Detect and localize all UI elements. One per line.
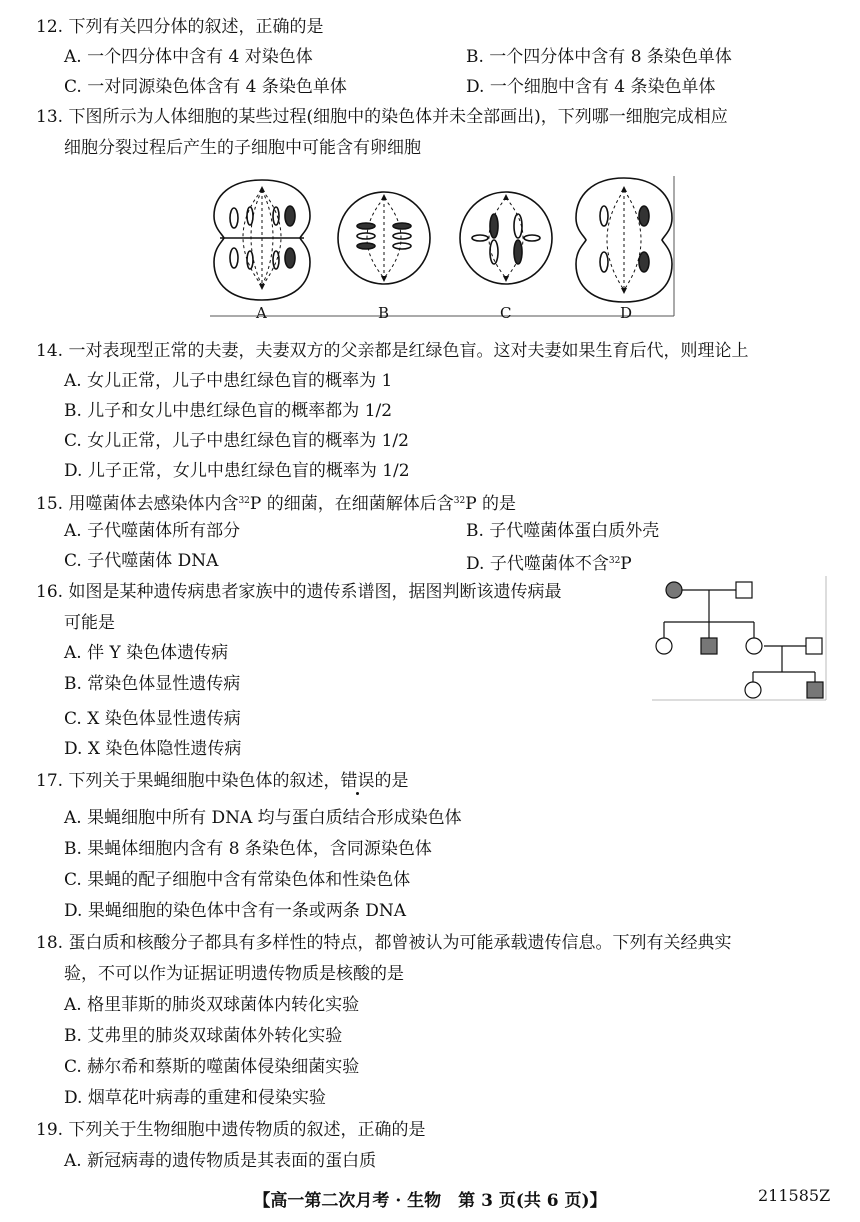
q16-stem-line2: 可能是 xyxy=(64,613,115,633)
cell-a-diagram xyxy=(214,180,310,300)
figure-label-c: C xyxy=(500,304,512,322)
figure-label-a: A xyxy=(256,304,267,322)
q16-option-d: D. X 染色体隐性遗传病 xyxy=(64,739,242,759)
q15-stem-mid: P 的细菌，在细菌解体后含 xyxy=(249,494,454,514)
q12-option-d: D. 一个细胞中含有 4 条染色单体 xyxy=(466,77,716,97)
pedigree-male-normal xyxy=(806,638,822,654)
q17-option-d: D. 果蝇细胞的染色体中含有一条或两条 DNA xyxy=(64,901,407,921)
q15-stem-pre: 15. 用噬菌体去感染体内含 xyxy=(36,494,239,514)
pedigree-male-affected xyxy=(701,638,717,654)
q14-option-c: C. 女儿正常，儿子中患红绿色盲的概率为 1/2 xyxy=(64,431,409,451)
q19-stem: 19. 下列关于生物细胞中遗传物质的叙述，正确的是 xyxy=(36,1120,426,1140)
q18-option-a: A. 格里菲斯的肺炎双球菌体内转化实验 xyxy=(64,995,360,1015)
q16-option-a: A. 伴 Y 染色体遗传病 xyxy=(64,643,229,663)
q15-option-b: B. 子代噬菌体蛋白质外壳 xyxy=(466,521,660,541)
pedigree-male-affected xyxy=(807,682,823,698)
pedigree-female-normal xyxy=(745,682,761,698)
cell-d-diagram xyxy=(576,178,672,302)
q15-option-a: A. 子代噬菌体所有部分 xyxy=(64,521,241,541)
q16-option-c: C. X 染色体显性遗传病 xyxy=(64,709,241,729)
q17-stem-pre: 17. 下列关于果蝇细胞中染色体的叙述， xyxy=(36,771,341,791)
q12-option-b: B. 一个四分体中含有 8 条染色单体 xyxy=(466,47,732,67)
q15-sup-2: 32 xyxy=(453,496,466,506)
pedigree-chart xyxy=(652,576,828,704)
q17-stem-post: 的是 xyxy=(374,771,409,791)
q15-sup-1: 32 xyxy=(238,496,250,506)
q17-emphasis: 错误 xyxy=(340,771,375,791)
q12-option-c: C. 一对同源染色体含有 4 条染色单体 xyxy=(64,77,347,97)
q15-option-d xyxy=(466,550,632,575)
q14-option-a: A. 女儿正常，儿子中患红绿色盲的概率为 1 xyxy=(64,371,393,391)
q18-stem-line1: 18. 蛋白质和核酸分子都具有多样性的特点，都曾被认为可能承载遗传信息。下列有关经典实 xyxy=(36,933,732,953)
q13-stem-line2: 细胞分裂过程后产生的子细胞中可能含有卵细胞 xyxy=(64,138,421,158)
q16-option-b: B. 常染色体显性遗传病 xyxy=(64,674,241,694)
q15-stem xyxy=(36,490,516,515)
figure-label-b: B xyxy=(378,304,390,322)
page-footer-code: 211585Z xyxy=(758,1186,831,1205)
q16-stem-line1: 16. 如图是某种遗传病患者家族中的遗传系谱图，据图判断该遗传病最 xyxy=(36,582,562,602)
q17-option-a: A. 果蝇细胞中所有 DNA 均与蛋白质结合形成染色体 xyxy=(64,808,462,828)
q15-option-d-post: P xyxy=(620,554,632,574)
q15-option-c: C. 子代噬菌体 DNA xyxy=(64,551,219,571)
q14-option-d: D. 儿子正常，女儿中患红绿色盲的概率为 1/2 xyxy=(64,461,410,481)
q12-option-a: A. 一个四分体中含有 4 对染色体 xyxy=(64,47,313,67)
q18-option-b: B. 艾弗里的肺炎双球菌体外转化实验 xyxy=(64,1026,343,1046)
page-footer-title: 【高一第二次月考 · 生物 第 3 页(共 6 页)】 xyxy=(253,1191,607,1211)
figure-label-d: D xyxy=(620,304,633,322)
q15-stem-post: P 的是 xyxy=(465,494,517,514)
q18-option-d: D. 烟草花叶病毒的重建和侵染实验 xyxy=(64,1088,326,1108)
q17-option-b: B. 果蝇体细胞内含有 8 条染色体，含同源染色体 xyxy=(64,839,432,859)
q15-option-d-pre: D. 子代噬菌体不含 xyxy=(466,554,609,574)
q14-stem: 14. 一对表现型正常的夫妻，夫妻双方的父亲都是红绿色盲。这对夫妻如果生育后代，则理论上 xyxy=(36,341,749,361)
pedigree-female-normal xyxy=(656,638,672,654)
q17-stem xyxy=(36,770,408,792)
cell-b-diagram xyxy=(338,192,430,284)
cell-division-figure xyxy=(210,176,680,320)
q19-option-a: A. 新冠病毒的遗传物质是其表面的蛋白质 xyxy=(64,1151,377,1171)
pedigree-male-normal xyxy=(736,582,752,598)
q17-option-c: C. 果蝇的配子细胞中含有常染色体和性染色体 xyxy=(64,870,411,890)
cell-c-diagram xyxy=(460,192,552,284)
q12-stem: 12. 下列有关四分体的叙述，正确的是 xyxy=(36,17,324,37)
q14-option-b: B. 儿子和女儿中患红绿色盲的概率都为 1/2 xyxy=(64,401,393,421)
q13-stem-line1: 13. 下图所示为人体细胞的某些过程(细胞中的染色体并未全部画出)，下列哪一细胞完成相应 xyxy=(36,107,728,127)
q15-option-d-sup: 32 xyxy=(608,556,621,566)
q18-option-c: C. 赫尔希和蔡斯的噬菌体侵染细菌实验 xyxy=(64,1057,360,1077)
pedigree-female-affected xyxy=(666,582,682,598)
q18-stem-line2: 验，不可以作为证据证明遗传物质是核酸的是 xyxy=(64,964,404,984)
pedigree-female-normal xyxy=(746,638,762,654)
